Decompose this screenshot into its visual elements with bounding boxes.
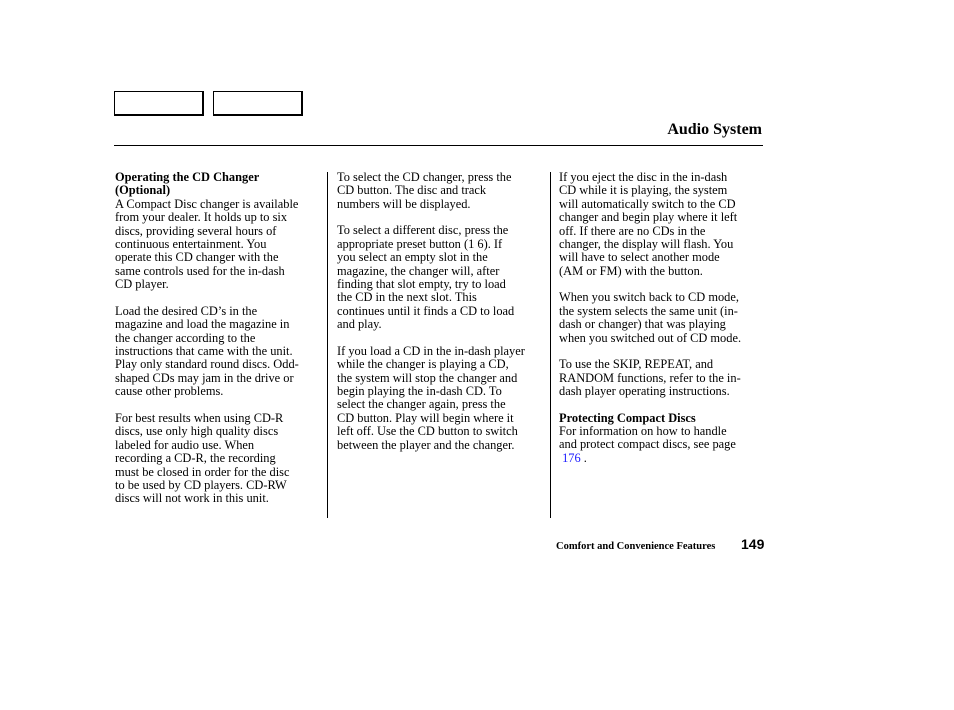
body-text-line: off. If there are no CDs in the	[559, 223, 706, 238]
section-heading: Protecting Compact Discs	[559, 410, 696, 425]
body-text-line: the CD in the next slot. This	[337, 290, 477, 305]
section-heading: (Optional)	[115, 183, 171, 198]
body-text-line: the system selects the same unit (in-	[559, 303, 738, 318]
body-text-line: labeled for audio use. When	[115, 437, 255, 452]
body-text-line: CD button. Play will begin where it	[337, 410, 514, 425]
body-text-line: dash or changer) that was playing	[559, 317, 726, 332]
body-text-line: will automatically switch to the CD	[559, 196, 736, 211]
section-block	[115, 171, 321, 292]
page-title: Audio System	[667, 121, 762, 138]
body-text-line: while the changer is playing a CD,	[337, 357, 509, 372]
body-text-line: To use the SKIP, REPEAT, and	[559, 357, 714, 372]
body-text-line: numbers will be displayed.	[337, 196, 471, 211]
body-text-line: continues until it finds a CD to load	[337, 303, 515, 318]
paragraph-gap	[115, 292, 321, 305]
paragraph	[559, 171, 763, 278]
body-text-line: to be used by CD players. CD-RW	[115, 477, 287, 492]
paragraph	[559, 358, 763, 398]
body-text-line: changer, the display will flash. You	[559, 237, 734, 252]
body-text-line: To select the CD changer, press the	[337, 170, 512, 184]
body-text-line: and play.	[337, 317, 382, 332]
body-text-line: instructions that came with the unit.	[115, 344, 293, 359]
paragraph	[337, 345, 545, 452]
column-divider	[550, 172, 551, 518]
cross-reference-line	[559, 452, 763, 465]
body-text-line: If you eject the disc in the in-dash	[559, 170, 728, 184]
body-text-line: CD button. The disc and track	[337, 183, 487, 198]
body-text-line: A Compact Disc changer is available	[115, 196, 299, 211]
paragraph	[337, 171, 545, 211]
body-text-line: dash player operating instructions.	[559, 384, 730, 399]
body-text-line: the system will stop the changer and	[337, 370, 518, 385]
body-text-line: CD player.	[115, 277, 169, 292]
body-text-line: Play only standard round discs. Odd-	[115, 357, 299, 372]
body-text-line: changer and begin play where it left	[559, 210, 738, 225]
body-text-line: finding that slot empty, try to load	[337, 277, 506, 292]
column-divider	[327, 172, 328, 518]
body-text-line: begin playing the in-dash CD. To	[337, 384, 502, 399]
paragraph-gap	[337, 332, 545, 345]
nav-button-main-menu[interactable]	[114, 91, 204, 116]
body-text-line: (AM or FM) with the button.	[559, 263, 703, 278]
text-column-3	[559, 171, 763, 465]
body-text-line: discs, providing several hours of	[115, 223, 277, 238]
body-text-line: magazine, the changer will, after	[337, 263, 500, 278]
body-text-line: When you switch back to CD mode,	[559, 290, 739, 305]
body-text-line: select the changer again, press the	[337, 397, 506, 412]
body-text-line: Load the desired CD’s in the	[115, 303, 258, 318]
body-text-line: same controls used for the in-dash	[115, 263, 285, 278]
body-text-line: CD while it is playing, the system	[559, 183, 728, 198]
body-text-line: discs, use only high quality discs	[115, 424, 279, 439]
body-text-line: RANDOM functions, refer to the in-	[559, 370, 741, 385]
body-text-line: you select an empty slot in the	[337, 250, 488, 265]
body-text-line: If you load a CD in the in-dash player	[337, 343, 525, 358]
text-column-2	[337, 171, 545, 452]
text-column-1	[115, 171, 321, 506]
body-text-line: when you switched out of CD mode.	[559, 330, 742, 345]
nav-button-table-of-contents[interactable]	[213, 91, 303, 116]
paragraph	[115, 412, 321, 506]
body-text-line: To select a different disc, press the	[337, 223, 509, 238]
page-number: 149	[741, 536, 765, 552]
body-text-line: left off. Use the CD button to switch	[337, 424, 518, 439]
body-text-line: must be closed in order for the disc	[115, 464, 290, 479]
page-reference-link[interactable]: 176	[562, 450, 581, 465]
section-heading: Operating the CD Changer	[115, 170, 260, 184]
body-text-line: shaped CDs may jam in the drive or	[115, 370, 294, 385]
body-text-line: For best results when using CD-R	[115, 410, 284, 425]
paragraph	[115, 305, 321, 399]
body-text-line: operate this CD changer with the	[115, 250, 279, 265]
body-text-line: between the player and the changer.	[337, 437, 515, 452]
paragraph-gap	[559, 398, 763, 411]
paragraph-gap	[115, 399, 321, 412]
body-text-line: recording a CD-R, the recording	[115, 451, 276, 466]
paragraph	[559, 291, 763, 345]
link-suffix: .	[580, 450, 587, 465]
body-text-line: the changer according to the	[115, 330, 256, 345]
body-text-line: magazine and load the magazine in	[115, 317, 290, 332]
body-text-line: discs will not work in this unit.	[115, 491, 269, 506]
paragraph	[337, 224, 545, 331]
section-block	[559, 412, 763, 466]
body-text-line: appropriate preset button (1 6). If	[337, 236, 503, 251]
footer-section-title: Comfort and Convenience Features	[556, 541, 716, 552]
body-text-line: For information on how to handle	[559, 424, 727, 439]
body-text-line: from your dealer. It holds up to six	[115, 210, 288, 225]
body-text-line: and protect compact discs, see page	[559, 437, 736, 452]
body-text-line: will have to select another mode	[559, 250, 720, 265]
title-divider	[114, 145, 763, 146]
body-text-line: continuous entertainment. You	[115, 237, 267, 252]
body-text-line: cause other problems.	[115, 384, 224, 399]
